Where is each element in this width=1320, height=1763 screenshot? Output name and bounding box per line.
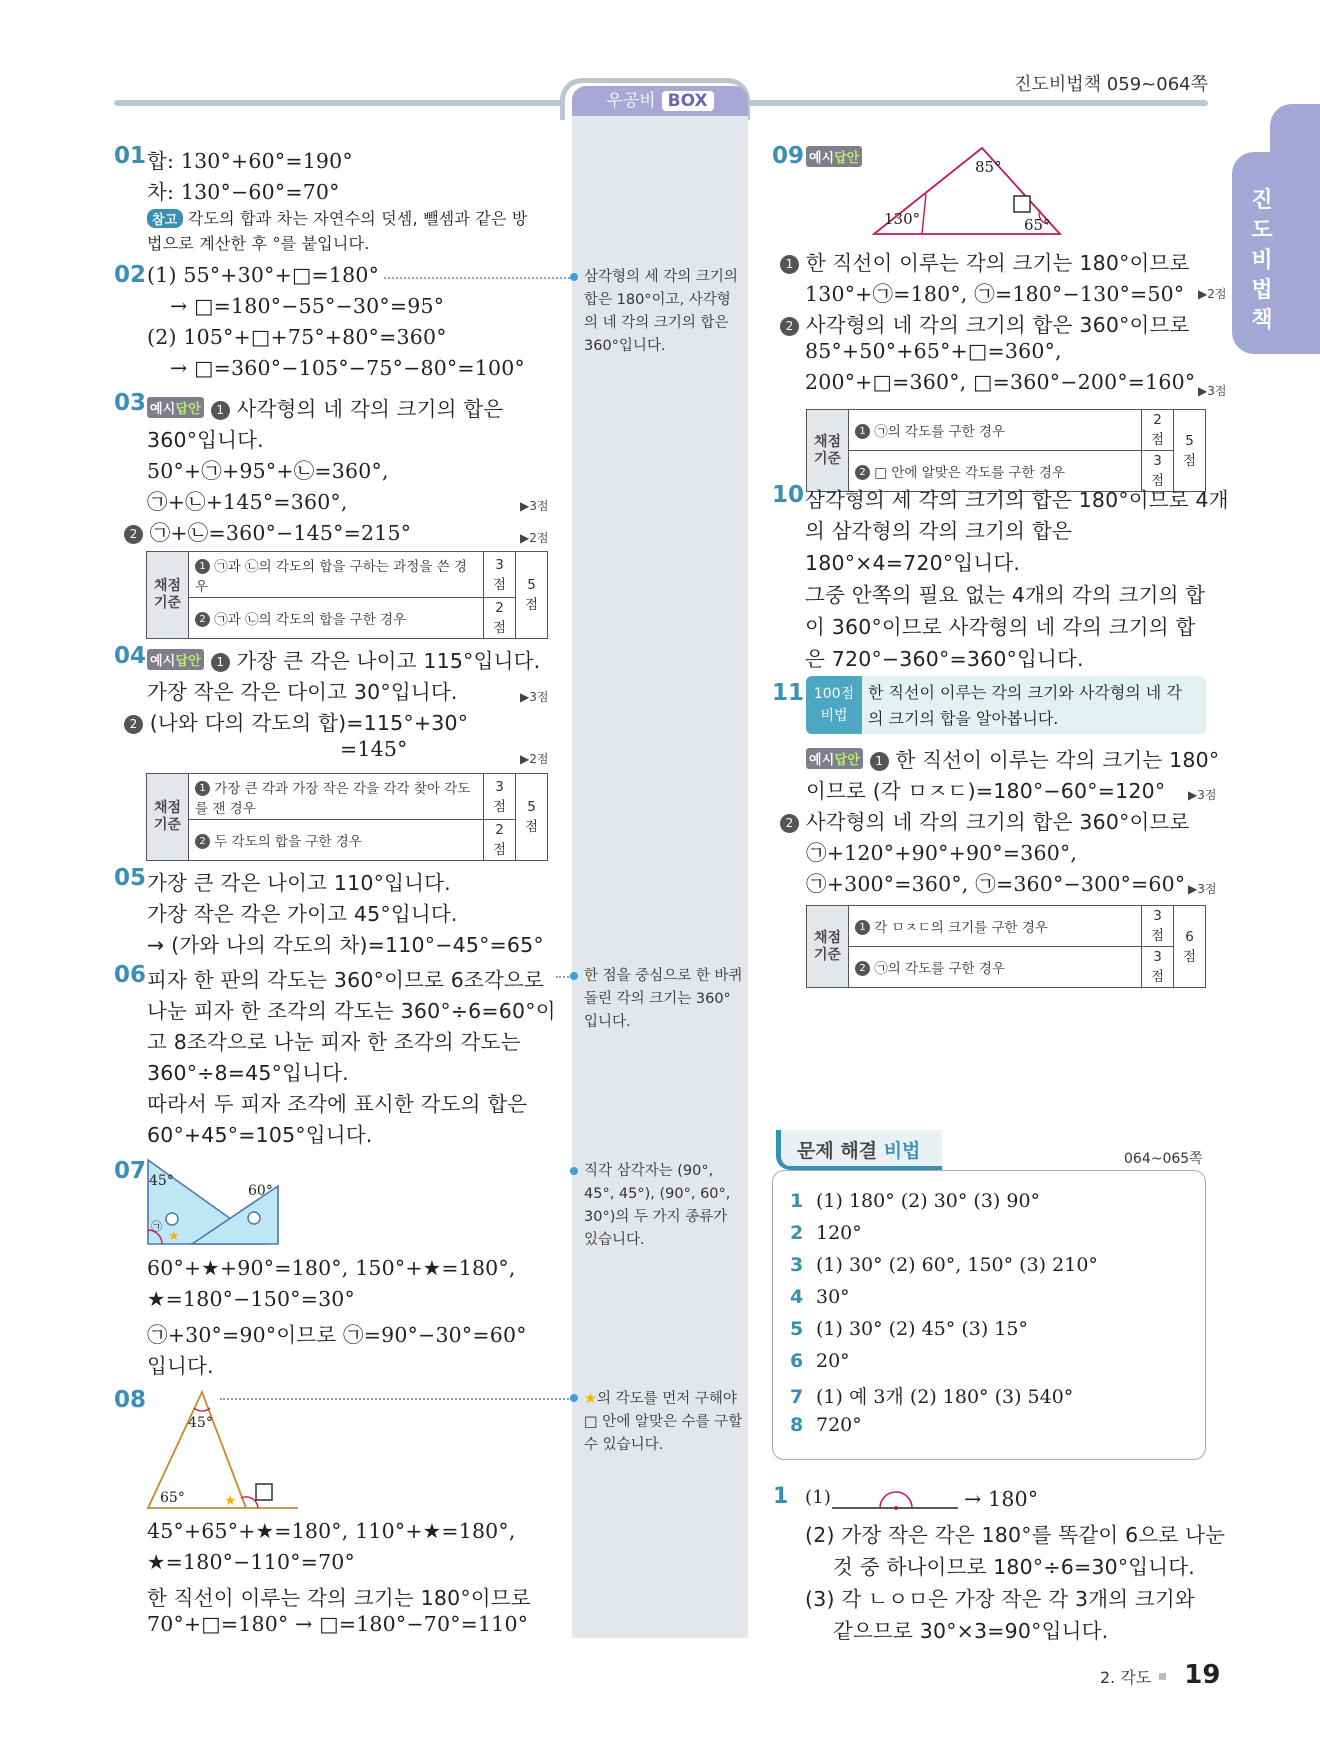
- q02-line: (2) 105°+□+75°+80°=360°: [147, 325, 447, 349]
- q01-line: 합: 130°+60°=190°: [147, 149, 353, 173]
- angle-label: 60°: [248, 1183, 273, 1199]
- q04-line: =145°: [340, 737, 408, 761]
- problem-number: 05: [114, 865, 147, 891]
- problem-number: 08: [114, 1387, 147, 1413]
- side-tab-text: 진 도 비 법 책: [1251, 188, 1273, 333]
- q09-line: 2 사각형의 네 각의 크기의 합은 360°이므로: [780, 308, 1190, 338]
- sol1-line: (2) 가장 작은 각은 180°를 똑같이 6으로 나눈: [805, 1523, 1226, 1547]
- q05-line: → (가와 나의 각도의 차)=110°−45°=65°: [147, 933, 544, 957]
- leader-line: [220, 1398, 572, 1400]
- q03-line: 50°+㉠+95°+㉡=360°,: [147, 459, 389, 483]
- q06-line: 고 8조각으로 나눈 피자 한 조각의 각도는: [147, 1030, 521, 1054]
- side-note: 한 점을 중심으로 한 바퀴 돌린 각의 크기는 360°입니다.: [584, 968, 743, 1030]
- sol1-line: 같으므로 30°×3=90°입니다.: [833, 1619, 1109, 1643]
- side-note: 삼각형의 세 각의 크기의 합은 180°이고, 사각형의 네 각의 크기의 합은 360°입니다.: [584, 269, 738, 354]
- side-note: ★의 각도를 먼저 구해야 □ 안에 알맞은 수를 구할 수 있습니다.: [584, 1391, 743, 1453]
- step-1-icon: 1: [211, 401, 230, 420]
- points: ▶2점: [520, 752, 549, 766]
- q08-line: 45°+65°+★=180°, 110°+★=180°,: [147, 1519, 516, 1543]
- answer-summary-title: 문제 해결 비법: [776, 1130, 942, 1170]
- problem-number: 10: [772, 482, 805, 508]
- scoring-table: 채점 기준 1 가장 큰 각과 가장 작은 각을 각각 찾아 각도를 잰 경우 3점 5점 2 두 각도의 합을 구한 경우 2점: [146, 773, 548, 861]
- svg-text:★: ★: [224, 1493, 237, 1509]
- points: ▶3점: [1188, 788, 1217, 802]
- svg-text:★: ★: [168, 1229, 180, 1244]
- problem-number: 03: [114, 390, 147, 416]
- angle-label: 45°: [188, 1415, 213, 1431]
- q11-line: 예시답안 1 한 직선이 이루는 각의 크기는 180°: [806, 743, 1219, 773]
- q03-line: 예시답안 1 사각형의 네 각의 크기의 합은: [147, 392, 503, 422]
- q08-line: ★=180°−110°=70°: [147, 1550, 355, 1574]
- leader-dot: [570, 1394, 578, 1402]
- q02-line: → □=180°−55°−30°=95°: [170, 294, 445, 318]
- q11-line: ㉠+120°+90°+90°=360°,: [806, 841, 1078, 865]
- box-tab-label: 우공비 BOX: [572, 86, 748, 116]
- problem-number: 02: [114, 262, 147, 288]
- q06-line: 60°+45°=105°입니다.: [147, 1123, 373, 1147]
- scoring-table: 채점 기준 1 ㉠과 ㉡의 각도의 합을 구하는 과정을 쓴 경우 3점 5점 2 ㉠과 ㉡의 각도의 합을 구한 경우 2점: [146, 551, 548, 639]
- q08-line: 70°+□=180° → □=180°−70°=110°: [147, 1612, 529, 1636]
- sol1-line: → 180°: [964, 1487, 1039, 1511]
- q02-line: (1) 55°+30°+□=180°: [147, 263, 380, 287]
- side-tab: [1232, 152, 1320, 354]
- step-1-icon: 1: [211, 653, 230, 672]
- q05-line: 가장 큰 각은 나이고 110°입니다.: [147, 871, 451, 895]
- step-2-icon: 2: [780, 317, 799, 336]
- q04-line: 2 (나와 다의 각도의 합)=115°+30°: [124, 706, 468, 736]
- problem-number: 01: [114, 143, 147, 169]
- example-answer-tag: 예시답안: [147, 649, 204, 670]
- example-answer-tag: 예시답안: [147, 397, 204, 418]
- answer-row: 5 (1) 30° (2) 45° (3) 15°: [790, 1318, 1028, 1340]
- q11-line: 이므로 (각 ㅁㅈㄷ)=180°−60°=120°: [806, 779, 1166, 803]
- q09-line: 1 한 직선이 이루는 각의 크기는 180°이므로: [780, 246, 1190, 276]
- q10-line: 삼각형의 세 각의 크기의 합은 180°이므로 4개: [805, 488, 1229, 512]
- step-2-icon: 2: [124, 715, 143, 734]
- header-page-ref: 진도비법책 059~064쪽: [1014, 74, 1208, 95]
- answer-row: 3 (1) 30° (2) 60°, 150° (3) 210°: [790, 1254, 1098, 1276]
- step-1-icon: 1: [870, 752, 889, 771]
- points: ▶3점: [520, 690, 549, 704]
- example-answer-tag: 예시답안: [806, 748, 863, 769]
- answer-row: 8 720°: [790, 1414, 862, 1436]
- straight-angle-figure: [830, 1484, 960, 1512]
- q06-line: 따라서 두 피자 조각에 표시한 각도의 합은: [147, 1092, 528, 1116]
- q04-line: 예시답안 1 가장 큰 각은 나이고 115°입니다.: [147, 644, 540, 674]
- leader-dot: [570, 972, 578, 980]
- points: ▶3점: [1188, 882, 1217, 896]
- q07-line: 60°+★+90°=180°, 150°+★=180°,: [147, 1256, 516, 1280]
- q06-line: 나눈 피자 한 조각의 각도는 360°÷6=60°이: [147, 999, 556, 1023]
- sol1-line: (3) 각 ㄴㅇㅁ은 가장 작은 각 3개의 크기와: [805, 1587, 1195, 1611]
- problem-number: 07: [114, 1158, 147, 1184]
- sol1-line: 것 중 하나이므로 180°÷6=30°입니다.: [833, 1555, 1196, 1579]
- star-icon: ★: [584, 1391, 597, 1407]
- angle-label: 45°: [149, 1173, 174, 1189]
- tip-label: 100점 비법: [806, 676, 862, 734]
- problem-number: 1: [773, 1484, 789, 1509]
- page-number: 19: [1184, 1660, 1221, 1690]
- answer-summary-ref: 064~065쪽: [1124, 1151, 1203, 1167]
- q04-line: 가장 작은 각은 다이고 30°입니다.: [147, 680, 458, 704]
- page-footer: 2. 각도 19: [1100, 1660, 1221, 1690]
- q11-line: 2 사각형의 네 각의 크기의 합은 360°이므로: [780, 805, 1190, 835]
- scoring-table: 채점 기준 1 ㉠의 각도를 구한 경우 2점 5점 2 □ 안에 알맞은 각도를 구한 경우 3점: [806, 409, 1206, 492]
- q05-line: 가장 작은 각은 가이고 45°입니다.: [147, 902, 458, 926]
- answer-row: 2 120°: [790, 1222, 862, 1244]
- leader-dot: [570, 273, 578, 281]
- answer-row: 7 (1) 예 3개 (2) 180° (3) 540°: [790, 1386, 1074, 1408]
- q10-line: 그중 안쪽의 필요 없는 4개의 각의 크기의 합: [805, 583, 1206, 607]
- angle-label: 85°: [975, 158, 1002, 176]
- q03-line: ㉠+㉡+145°=360°,: [147, 490, 348, 514]
- set-square-figure: [146, 1158, 280, 1248]
- q07-line: ㉠+30°=90°이므로 ㉠=90°−30°=60°: [147, 1323, 527, 1347]
- problem-number: 04: [114, 643, 147, 669]
- problem-number: 09: [772, 143, 805, 169]
- answer-row: 6 20°: [790, 1350, 850, 1372]
- q06-line: 360°÷8=45°입니다.: [147, 1061, 349, 1085]
- q01-line: 차: 130°−60°=70°: [147, 180, 340, 204]
- svg-text:㉠: ㉠: [151, 1220, 162, 1233]
- leader-dot: [570, 1167, 578, 1175]
- step-2-icon: 2: [124, 525, 143, 544]
- q09-line: 130°+㉠=180°, ㉠=180°−130°=50°: [805, 282, 1185, 306]
- q01-note: 참고 각도의 합과 차는 자연수의 덧셈, 뺄셈과 같은 방: [147, 206, 528, 229]
- points: ▶2점: [1198, 287, 1227, 301]
- q03-line: 2 ㉠+㉡=360°−145°=215°: [124, 516, 411, 546]
- problem-number: 11: [772, 680, 805, 706]
- points: ▶3점: [520, 499, 549, 513]
- q07-line: 입니다.: [147, 1354, 214, 1378]
- q03-line: 360°입니다.: [147, 428, 264, 452]
- points: ▶2점: [520, 531, 549, 545]
- problem-number: 06: [114, 962, 147, 988]
- q10-line: 180°×4=720°입니다.: [805, 551, 1021, 575]
- q10-line: 은 720°−360°=360°입니다.: [805, 647, 1084, 671]
- answer-row: 1 (1) 180° (2) 30° (3) 90°: [790, 1190, 1041, 1212]
- step-1-icon: 1: [780, 255, 799, 274]
- q11-line: ㉠+300°=360°, ㉠=360°−300°=60°: [806, 872, 1186, 896]
- angle-label: 65°: [1024, 216, 1051, 234]
- q09-line: 200°+□=360°, □=360°−200°=160°: [805, 370, 1196, 394]
- q06-line: 피자 한 판의 각도는 360°이므로 6조각으로: [147, 968, 545, 992]
- tip-text: 한 직선이 이루는 각의 크기와 사각형의 네 각 의 크기의 합을 알아봅니다.: [868, 683, 1182, 728]
- q01-note: 법으로 계산한 후 °를 붙입니다.: [147, 234, 370, 253]
- q10-line: 의 삼각형의 각의 크기의 합은: [805, 519, 1072, 543]
- separator-icon: [1159, 1673, 1166, 1680]
- q08-line: 한 직선이 이루는 각의 크기는 180°이므로: [147, 1586, 531, 1610]
- q02-line: → □=360°−105°−75°−80°=100°: [170, 356, 525, 380]
- angle-label: 65°: [160, 1490, 185, 1506]
- sol1-line: (1): [805, 1487, 832, 1508]
- note-tag: 참고: [147, 209, 183, 228]
- angle-label: 130°: [884, 210, 921, 228]
- q07-line: ★=180°−150°=30°: [147, 1287, 355, 1311]
- example-answer-tag: 예시답안: [806, 146, 862, 169]
- points: ▶3점: [1198, 384, 1227, 398]
- leader-line: [384, 277, 574, 279]
- scoring-table: 채점 기준 1 각 ㅁㅈㄷ의 크기를 구한 경우 3점 6점 2 ㉠의 각도를 구한 경우 3점: [806, 905, 1206, 988]
- step-2-icon: 2: [780, 814, 799, 833]
- q09-line: 85°+50°+65°+□=360°,: [805, 339, 1062, 363]
- q10-line: 이 360°이므로 사각형의 네 각의 크기의 합: [805, 615, 1196, 639]
- answer-row: 4 30°: [790, 1286, 850, 1308]
- side-note: 직각 삼각자는 (90°, 45°, 45°), (90°, 60°, 30°)의 두 가지 종류가 있습니다.: [584, 1163, 731, 1248]
